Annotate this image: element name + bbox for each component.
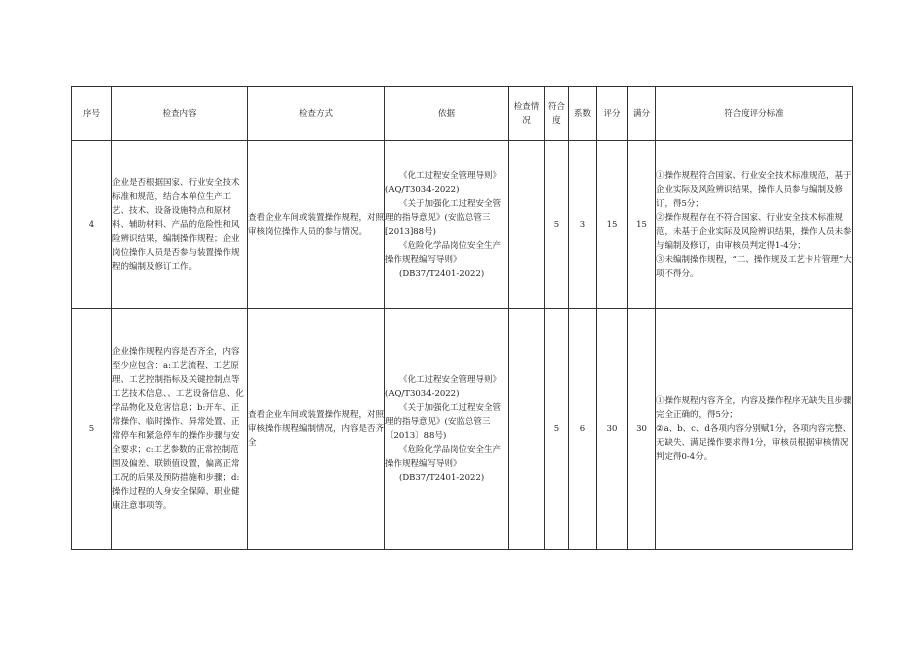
header-status-line1: 检查情 bbox=[513, 101, 540, 112]
standard-item: ①操作规程符合国家、行业安全技术标准规范，基于企业实际及风险辨识结果，操作人员参与编制及修订，得5分； bbox=[656, 170, 852, 209]
standard-item: ②操作规程存在不符合国家、行业安全技术标准规范，未基于企业实际及风险辨识结果，操作人员未参与编制及修订，由审核员判定得1-4分； bbox=[656, 212, 852, 251]
basis-item: 《关于加强化工过程安全管理的指导意见》(安监总管三〔2013〕88号) bbox=[385, 403, 502, 441]
cell-full: 30 bbox=[628, 309, 656, 550]
basis-item: (DB37/T2401-2022) bbox=[399, 473, 485, 483]
cell-standard bbox=[656, 309, 853, 550]
cell-seq: 4 bbox=[72, 141, 112, 309]
cell-basis bbox=[385, 309, 509, 550]
standard-item: ②a、b、c、d各项内容分别赋1分，各项内容完整、无缺失、满足操作要求得1分，审核员根据审核情况判定得0-4分。 bbox=[656, 424, 852, 462]
cell-score: 15 bbox=[597, 141, 628, 309]
cell-method: 查看企业车间或装置操作规程，对照审核操作规程编制情况，内容是否齐全 bbox=[248, 309, 385, 550]
table-row bbox=[72, 309, 853, 550]
cell-basis bbox=[385, 141, 509, 309]
cell-coef: 6 bbox=[569, 309, 597, 550]
basis-item: 《化工过程安全管理导则》(AQ/T3034-2022) bbox=[385, 170, 502, 195]
basis-item: (DB37/T2401-2022) bbox=[399, 268, 485, 279]
header-standard: 符合度评分标准 bbox=[656, 87, 853, 141]
cell-coef: 3 bbox=[569, 141, 597, 309]
header-score: 评分 bbox=[597, 87, 628, 141]
inspection-table bbox=[71, 86, 853, 550]
header-content: 检查内容 bbox=[112, 87, 248, 141]
cell-content: 企业操作规程内容是否齐全，内容至少应包含：a:工艺流程、工艺原理、工艺控制指标及关键控制点等工艺技术信息、、工艺设备信息、化学品物化及危害信息；b:开车、正常操作、临时操作、异常处置、正常停车和紧急停车的操作步骤与安全要求；c:工艺参数的正常控制范围及偏差、联锁值设置，偏离正常工况的后果及预防措施和步骤；d:操作过程的人身安全保障、职业健康注意事项等。 bbox=[112, 309, 248, 550]
table-row bbox=[72, 141, 853, 309]
standard-item: ③未编制操作规程，“二、操作规及工艺卡片管理”大项不得分。 bbox=[656, 254, 852, 279]
header-row bbox=[72, 87, 853, 141]
header-degree-line1: 符合 bbox=[547, 101, 565, 112]
cell-method: 查看企业车间或装置操作规程，对照审核岗位操作人员的参与情况。 bbox=[248, 141, 385, 309]
basis-item: 《化工过程安全管理导则》(AQ/T3034-2022) bbox=[385, 375, 502, 399]
cell-seq: 5 bbox=[72, 309, 112, 550]
basis-item: 《危险化学品岗位安全生产操作规程编写导则》 bbox=[385, 240, 502, 265]
cell-status bbox=[509, 141, 545, 309]
cell-degree: 5 bbox=[545, 141, 569, 309]
cell-standard bbox=[656, 141, 853, 309]
header-degree bbox=[545, 87, 569, 141]
cell-status bbox=[509, 309, 545, 550]
cell-full: 15 bbox=[628, 141, 656, 309]
cell-content: 企业是否根据国家、行业安全技术标准和规范，结合本单位生产工艺、技术、设备设施特点和原材料、辅助材料、产品的危险性和风险辨识结果，编制操作规程；企业岗位操作人员是否参与装置操作规程的编制及修订工作。 bbox=[112, 141, 248, 309]
header-coef: 系数 bbox=[569, 87, 597, 141]
cell-score: 30 bbox=[597, 309, 628, 550]
header-basis: 依据 bbox=[385, 87, 509, 141]
header-status bbox=[509, 87, 545, 141]
header-seq: 序号 bbox=[72, 87, 112, 141]
standard-item: ①操作规程内容齐全，内容及操作程序无缺失且步骤完全正确的，得5分； bbox=[656, 396, 852, 420]
basis-item: 《关于加强化工过程安全管理的指导意见》(安监总管三[2013]88号) bbox=[385, 198, 502, 237]
header-method: 检查方式 bbox=[248, 87, 385, 141]
header-full: 满分 bbox=[628, 87, 656, 141]
basis-item: 《危险化学品岗位安全生产操作规程编写导则》 bbox=[385, 445, 502, 469]
header-status-line2: 况 bbox=[522, 115, 531, 126]
cell-degree: 5 bbox=[545, 309, 569, 550]
header-degree-line2: 度 bbox=[552, 115, 561, 126]
